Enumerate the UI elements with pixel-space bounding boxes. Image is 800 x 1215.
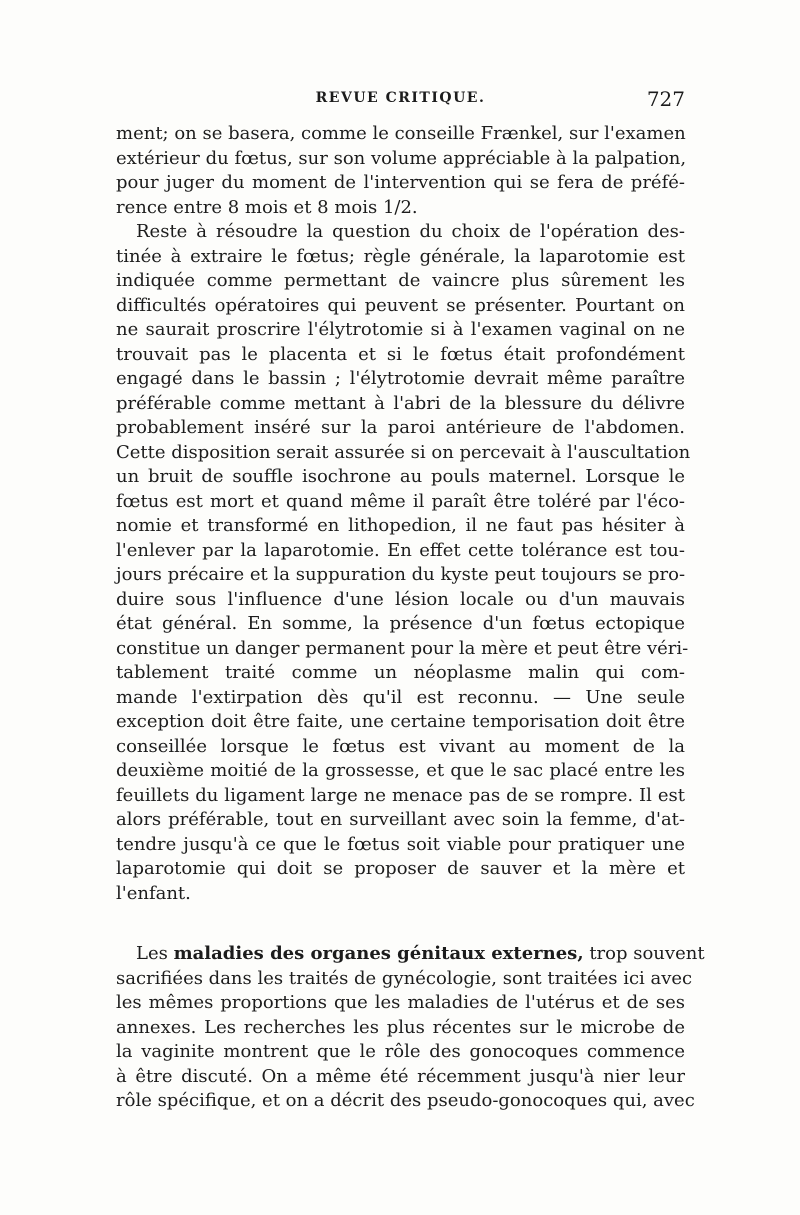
text-line: sacrifiées dans les traités de gynécologie, sont traitées ici avec — [116, 967, 693, 989]
text-line: exception doit être faite, une certaine temporisation doit être — [116, 711, 685, 732]
text-line: Reste à résoudre la question du choix de l'opération des- — [136, 221, 685, 242]
text-line: nomie et transformé en lithopedion, il ne faut pas hésiter à — [116, 515, 685, 536]
text-line: ne saurait proscrire l'élytrotomie si à l'examen vaginal on ne — [116, 319, 685, 340]
text-line: mande l'extirpation dès qu'il est reconnu. — Une seule — [116, 686, 685, 708]
text-line: ment; on se basera, comme le conseille Frænkel, sur l'examen — [116, 123, 686, 144]
text-line: Cette disposition serait assurée si on percevait à l'auscultation — [116, 441, 691, 463]
text-line: conseillée lorsque le fœtus est vivant au moment de la — [116, 735, 685, 757]
text-line: annexes. Les recherches les plus récentes sur le microbe de — [116, 1016, 685, 1038]
text-line: un bruit de souffle isochrone au pouls maternel. Lorsque le — [116, 466, 685, 487]
text-line: à être discuté. On a même été récemment jusqu'à nier leur — [116, 1065, 685, 1087]
text-line: trouvait pas le placenta et si le fœtus était profondément — [116, 343, 685, 365]
text-line: indiquée comme permettant de vaincre plus sûrement les — [116, 270, 685, 291]
text-line: duire sous l'influence d'une lésion locale ou d'un mauvais — [116, 588, 685, 610]
text-line: alors préférable, tout en surveillant avec soin la femme, d'at- — [116, 809, 685, 830]
text-line: la vaginite montrent que le rôle des gonocoques commence — [116, 1041, 685, 1062]
lead-rest: trop souvent — [583, 943, 705, 964]
text-line: état général. En somme, la présence d'un fœtus ectopique — [116, 613, 685, 634]
text-line: préférable comme mettant à l'abri de la blessure du délivre — [116, 392, 685, 414]
text-line: rence entre 8 mois et 8 mois 1/2. — [116, 196, 418, 218]
text-line: fœtus est mort et quand même il paraît être toléré par l'éco- — [116, 490, 685, 512]
text-line: tablement traité comme un néoplasme malin qui com- — [116, 662, 685, 683]
text-line: les mêmes proportions que les maladies de l'utérus et de ses — [116, 992, 685, 1013]
body-text — [116, 122, 705, 1114]
text-line: l'enlever par la laparotomie. En effet cette tolérance est tou- — [116, 539, 685, 561]
paragraph-1 — [116, 122, 685, 220]
text-line: probablement inséré sur la paroi antérieure de l'abdomen. — [116, 417, 685, 438]
running-head — [116, 87, 685, 114]
text-line — [116, 942, 705, 967]
text-line: constitue un danger permanent pour la mère et peut être véri- — [116, 637, 689, 659]
page-number: 727 — [646, 87, 685, 111]
text-line: extérieur du fœtus, sur son volume appréciable à la palpation, — [116, 147, 687, 169]
text-line: rôle spécifique, et on a décrit des pseudo-gonocoques qui, avec — [116, 1090, 695, 1111]
text-line: l'enfant. — [116, 882, 191, 904]
text-line: tinée à extraire le fœtus; règle générale, la laparotomie est — [116, 245, 685, 267]
running-title: REVUE CRITIQUE. — [315, 90, 486, 106]
section-heading-inline: maladies des organes génitaux externes, — [173, 943, 584, 964]
text-line: feuillets du ligament large ne menace pas de se rompre. Il est — [116, 784, 685, 806]
text-line: engagé dans le bassin ; l'élytrotomie devrait même paraître — [116, 368, 685, 389]
lead-text: Les — [136, 943, 174, 964]
text-line: deuxième moitié de la grossesse, et que le sac placé entre les — [116, 760, 685, 781]
text-line: jours précaire et la suppuration du kyste peut toujours se pro- — [116, 564, 686, 585]
paragraph-2 — [116, 220, 691, 906]
text-line: laparotomie qui doit se proposer de sauver et la mère et — [116, 858, 685, 879]
text-line: tendre jusqu'à ce que le fœtus soit viable pour pratiquer une — [116, 833, 685, 855]
paragraph-3 — [116, 942, 705, 1114]
text-line: pour juger du moment de l'intervention qui se fera de préfé- — [116, 172, 685, 193]
text-line: difficultés opératoires qui peuvent se présenter. Pourtant on — [116, 294, 685, 316]
